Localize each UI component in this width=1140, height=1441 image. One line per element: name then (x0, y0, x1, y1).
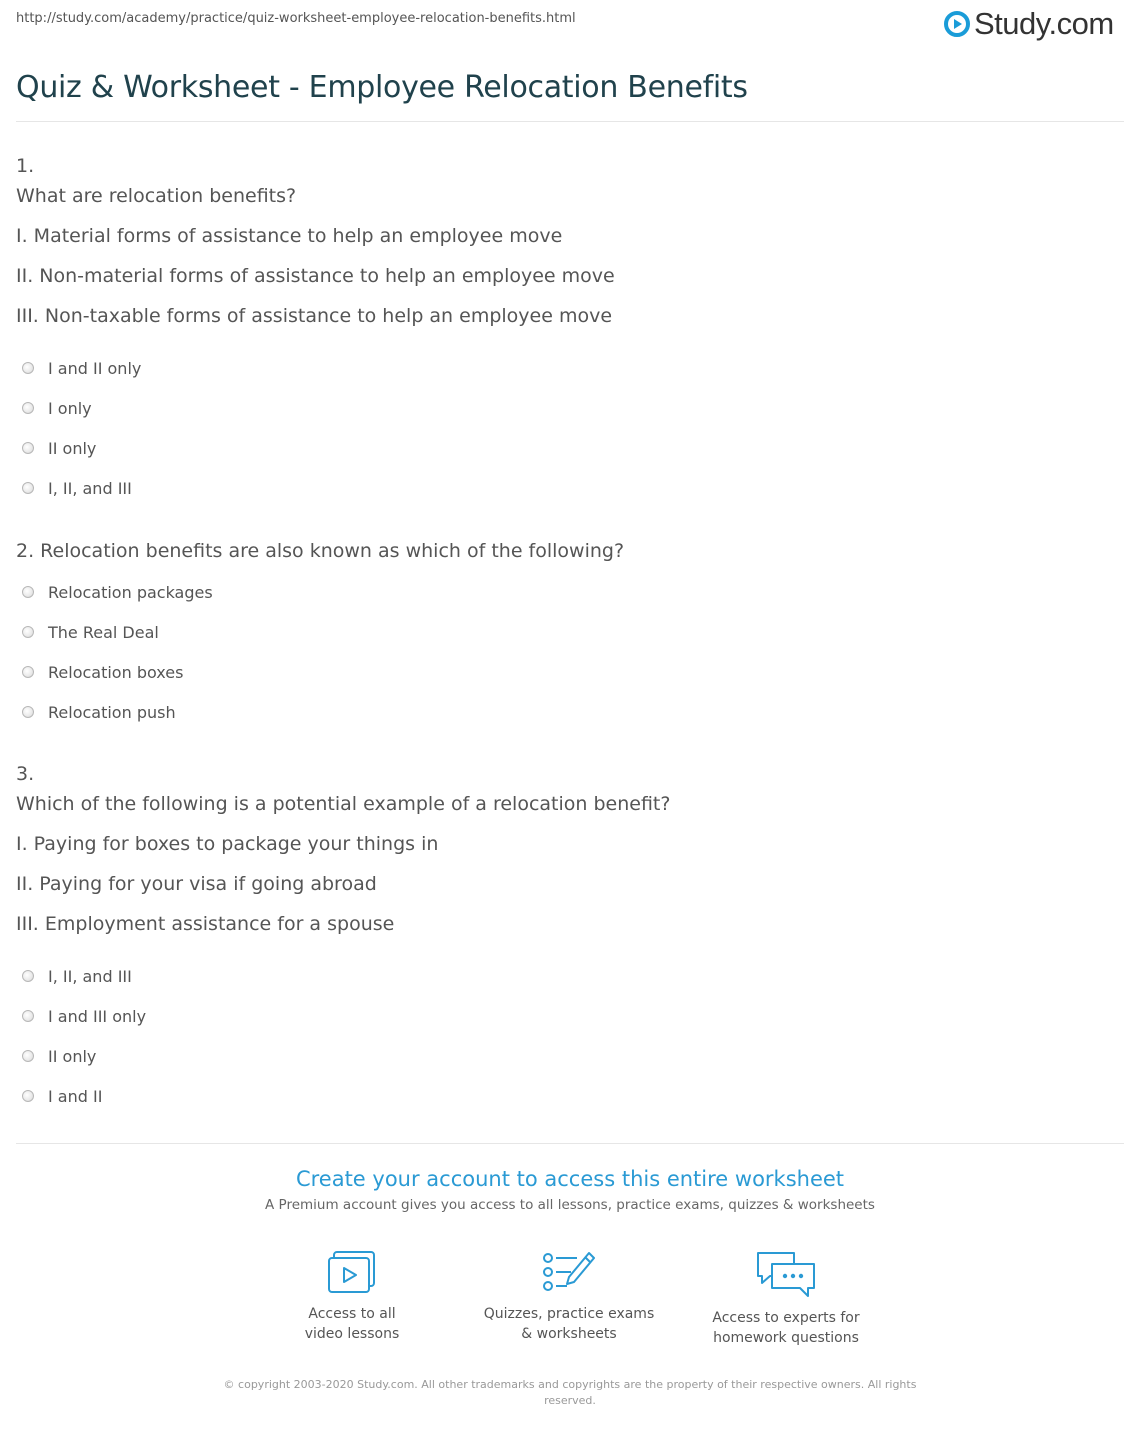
copyright: © copyright 2003-2020 Study.com. All other trademarks and copyrights are the property of their respective owners. All rights reserved. (223, 1378, 917, 1407)
feature-video-lessons (252, 1250, 452, 1344)
question-1-option-a[interactable] (22, 356, 141, 380)
question-2-text: 2. Relocation benefits are also known as which of the following? (16, 540, 625, 562)
radio-button[interactable] (22, 970, 34, 982)
question-3-option-c[interactable] (22, 1044, 96, 1068)
study-logo[interactable] (944, 6, 1114, 42)
video-lessons-icon (326, 1250, 378, 1296)
question-3-statement-3: III. Employment assistance for a spouse (16, 913, 395, 935)
chat-bubbles-icon (754, 1250, 818, 1300)
radio-button[interactable] (22, 666, 34, 678)
radio-button[interactable] (22, 706, 34, 718)
radio-button[interactable] (22, 482, 34, 494)
divider (16, 121, 1124, 122)
option-label: Relocation boxes (48, 662, 184, 682)
page-title: Quiz & Worksheet - Employee Relocation Benefits (16, 70, 748, 105)
create-account-link[interactable]: Create your account to access this entire worksheet (295, 1167, 845, 1191)
radio-button[interactable] (22, 402, 34, 414)
option-label: Relocation push (48, 702, 176, 722)
question-1-text: What are relocation benefits? (16, 185, 297, 207)
option-label: I, II, and III (48, 966, 132, 986)
option-label: I and II (48, 1086, 103, 1106)
question-3-statement-2: II. Paying for your visa if going abroad (16, 873, 377, 895)
question-1-statement-1: I. Material forms of assistance to help an employee move (16, 225, 563, 247)
radio-button[interactable] (22, 626, 34, 638)
quiz-checklist-icon (541, 1250, 597, 1296)
logo-text: Study.com (974, 6, 1114, 41)
feature-label: Access to all video lessons (304, 1306, 400, 1342)
question-2-option-d[interactable] (22, 700, 176, 724)
radio-button[interactable] (22, 1010, 34, 1022)
question-1-option-d[interactable] (22, 476, 132, 500)
option-label: II only (48, 1046, 97, 1066)
question-3-number: 3. (16, 763, 35, 785)
option-label: I only (48, 398, 92, 418)
radio-button[interactable] (22, 586, 34, 598)
feature-label: Access to experts for homework questions (712, 1310, 860, 1346)
question-3-option-b[interactable] (22, 1004, 146, 1028)
question-1-statement-3: III. Non-taxable forms of assistance to help an employee move (16, 305, 613, 327)
option-label: The Real Deal (48, 622, 159, 642)
question-1-option-b[interactable] (22, 396, 92, 420)
question-3-option-d[interactable] (22, 1084, 102, 1108)
option-label: II only (48, 438, 97, 458)
feature-label: Quizzes, practice exams & worksheets (483, 1306, 655, 1342)
divider (16, 1143, 1124, 1144)
option-label: I, II, and III (48, 478, 132, 498)
cta-subtitle: A Premium account gives you access to all lessons, practice exams, quizzes & worksheets (265, 1197, 875, 1213)
option-label: Relocation packages (48, 582, 213, 602)
radio-button[interactable] (22, 1090, 34, 1102)
question-1-statement-2: II. Non-material forms of assistance to help an employee move (16, 265, 615, 287)
question-1-option-c[interactable] (22, 436, 96, 460)
question-2-option-c[interactable] (22, 660, 183, 684)
question-2-option-a[interactable] (22, 580, 213, 604)
question-2-option-b[interactable] (22, 620, 159, 644)
feature-quizzes (469, 1250, 669, 1344)
radio-button[interactable] (22, 442, 34, 454)
page-url: http://study.com/academy/practice/quiz-worksheet-employee-relocation-benefits.html (16, 11, 576, 26)
option-label: I and II only (48, 358, 142, 378)
question-3-statement-1: I. Paying for boxes to package your things in (16, 833, 439, 855)
play-circle-icon (944, 11, 970, 37)
question-1-number: 1. (16, 155, 35, 177)
question-3-text: Which of the following is a potential example of a relocation benefit? (16, 793, 671, 815)
question-3-option-a[interactable] (22, 964, 132, 988)
feature-experts (686, 1250, 886, 1348)
option-label: I and III only (48, 1006, 147, 1026)
radio-button[interactable] (22, 1050, 34, 1062)
radio-button[interactable] (22, 362, 34, 374)
